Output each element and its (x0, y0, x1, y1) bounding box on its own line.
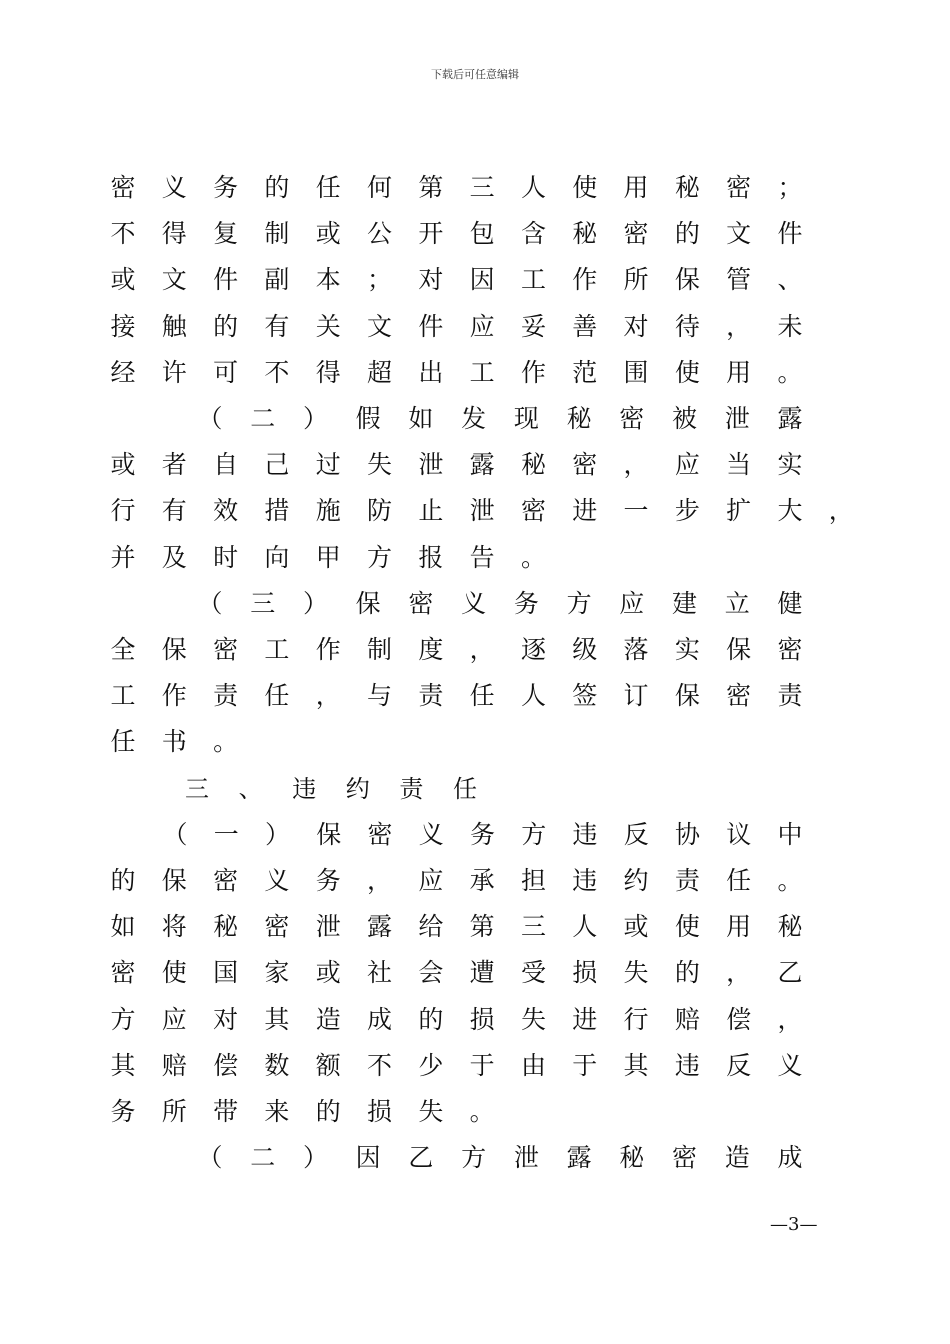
character: 成 (777, 1143, 803, 1173)
character: 措 (264, 496, 290, 526)
character: 围 (623, 357, 649, 387)
character: 秘 (619, 1143, 645, 1173)
character: 或 (110, 265, 136, 295)
text-line (0, 307, 950, 347)
character: 作 (315, 635, 341, 664)
character: 于 (572, 1050, 598, 1080)
character: 应 (674, 450, 700, 480)
character: 如 (110, 912, 136, 942)
character: 对 (418, 265, 444, 295)
text-line (0, 445, 950, 485)
character: 扩 (726, 496, 752, 526)
text-line (0, 815, 950, 855)
character: 人 (572, 912, 598, 942)
character: 违 (572, 819, 598, 849)
character: 任 (110, 727, 136, 757)
text-line (0, 676, 950, 716)
character: 因 (355, 1143, 381, 1173)
character: （ (197, 404, 223, 433)
character: 承 (469, 866, 495, 895)
character: ， (726, 958, 752, 988)
character: 违 (292, 774, 317, 803)
character: 触 (161, 311, 187, 341)
character: 损 (572, 958, 598, 988)
character: 。 (213, 727, 239, 757)
character: 保 (355, 588, 381, 618)
character: 人 (520, 173, 546, 202)
character: 所 (623, 265, 649, 295)
character: 造 (724, 1143, 750, 1173)
character: 应 (469, 311, 495, 341)
character: 用 (726, 357, 752, 387)
character: 作 (520, 357, 546, 387)
character: 秘 (572, 219, 598, 249)
character: 责 (213, 681, 239, 711)
text-line (0, 353, 950, 393)
character: 责 (777, 681, 803, 711)
character: ； (777, 173, 803, 202)
character: 失 (367, 450, 393, 480)
character: 偿 (213, 1050, 239, 1080)
text-line (0, 1000, 950, 1040)
character: 己 (264, 450, 290, 480)
character: ） (302, 1143, 328, 1173)
character: 使 (674, 912, 700, 942)
character: 件 (777, 219, 803, 249)
character: （ (162, 819, 188, 849)
character: 责 (674, 866, 700, 895)
character: 。 (520, 542, 546, 572)
character: 许 (161, 357, 187, 387)
character: 成 (367, 1004, 393, 1034)
character: 一 (623, 496, 649, 526)
character: 的 (674, 219, 700, 249)
character: 秘 (777, 912, 803, 942)
character: 义 (461, 588, 487, 618)
text-line (0, 168, 950, 208)
character: 对 (213, 1004, 239, 1034)
character: 工 (520, 265, 546, 295)
character: 使 (161, 958, 187, 988)
character: 妥 (520, 311, 546, 341)
character: 、 (777, 265, 803, 295)
character: 甲 (315, 542, 341, 572)
character: 协 (674, 819, 700, 849)
character: 止 (418, 496, 444, 526)
character: 违 (674, 1050, 700, 1080)
character: 任 (264, 681, 290, 711)
character: 人 (520, 681, 546, 711)
character: 工 (264, 635, 290, 664)
character: 数 (264, 1050, 290, 1080)
character: 件 (418, 311, 444, 341)
character: 副 (264, 265, 290, 295)
character: ； (367, 265, 393, 295)
character: 公 (367, 219, 393, 249)
character: 担 (520, 866, 546, 895)
character: 制 (367, 635, 393, 664)
character: 当 (726, 450, 752, 480)
character: 被 (672, 404, 698, 433)
character: 三 (250, 588, 276, 618)
character: 义 (264, 866, 290, 895)
character: 少 (418, 1050, 444, 1080)
character: 工 (110, 681, 136, 711)
character: 秘 (520, 450, 546, 480)
character: 密 (672, 1143, 698, 1173)
character: 步 (674, 496, 700, 526)
character: 开 (418, 219, 444, 249)
character: 及 (161, 542, 187, 572)
character: 三 (520, 912, 546, 942)
character: 务 (513, 588, 539, 618)
character: 方 (367, 542, 393, 572)
character: 密 (726, 681, 752, 711)
character: 由 (520, 1050, 546, 1080)
character: 密 (726, 173, 752, 202)
character: 方 (521, 819, 547, 849)
character: 给 (418, 912, 444, 942)
character: 大 (777, 496, 803, 526)
character: 度 (418, 635, 444, 664)
character: 善 (572, 311, 598, 341)
character: 密 (264, 912, 290, 942)
character: 行 (623, 1004, 649, 1034)
character: 乙 (777, 958, 803, 988)
character: 关 (315, 311, 341, 341)
character: ， (777, 1004, 803, 1034)
character: 二 (250, 1143, 276, 1173)
character: 用 (726, 912, 752, 942)
text-line (0, 1046, 950, 1086)
character: 含 (520, 219, 546, 249)
text-line (0, 491, 950, 531)
character: 所 (161, 1097, 187, 1126)
text-line (0, 1092, 950, 1132)
character: ） (264, 819, 290, 849)
character: 并 (110, 542, 136, 572)
character: 义 (418, 819, 444, 849)
character: 密 (777, 635, 803, 664)
character: 的 (213, 311, 239, 341)
character: 。 (777, 357, 803, 387)
character: 保 (161, 635, 187, 664)
character: 国 (213, 958, 239, 988)
character: 义 (161, 173, 187, 202)
character: （ (197, 588, 223, 618)
character: ， (828, 496, 854, 526)
character: 报 (418, 542, 444, 572)
character: 工 (469, 357, 495, 387)
section-heading (0, 769, 950, 809)
character: 时 (213, 542, 239, 572)
character: 落 (623, 635, 649, 664)
character: 得 (315, 357, 341, 387)
character: 可 (213, 357, 239, 387)
character: 约 (345, 774, 370, 803)
character: 泄 (418, 450, 444, 480)
character: 保 (726, 635, 752, 664)
character: 的 (418, 1004, 444, 1034)
character: 经 (110, 357, 136, 387)
character: 方 (110, 1004, 136, 1034)
character: 全 (110, 635, 136, 664)
character: 接 (110, 311, 136, 341)
character: 失 (520, 1004, 546, 1034)
character: 将 (161, 912, 187, 942)
character: 密 (110, 173, 136, 202)
character: 应 (619, 588, 645, 618)
character: 方 (461, 1143, 487, 1173)
character: 或 (315, 219, 341, 249)
character: 文 (367, 311, 393, 341)
character: 一 (213, 819, 239, 849)
character: ， (315, 681, 341, 711)
text-line (0, 214, 950, 254)
character: 实 (674, 635, 700, 664)
character: 来 (264, 1097, 290, 1126)
character: 未 (777, 311, 803, 341)
character: 会 (418, 958, 444, 988)
character: ） (302, 404, 328, 433)
character: 健 (777, 588, 803, 618)
character: 行 (110, 496, 136, 526)
character: 损 (469, 1004, 495, 1034)
character: 其 (623, 1050, 649, 1080)
character: 签 (572, 681, 598, 711)
character: 范 (572, 357, 598, 387)
character: 级 (572, 635, 598, 664)
character: 约 (623, 866, 649, 895)
character: 实 (777, 450, 803, 480)
character: 文 (726, 219, 752, 249)
character: （ (197, 1143, 223, 1173)
character: 赔 (161, 1050, 187, 1080)
character: 带 (213, 1097, 239, 1126)
character: 密 (619, 404, 645, 433)
character: 家 (264, 958, 290, 988)
character: 本 (315, 265, 341, 295)
character: 密 (520, 496, 546, 526)
character: 的 (110, 866, 136, 895)
character: 与 (367, 681, 393, 711)
character: 作 (572, 265, 598, 295)
character: 议 (726, 819, 752, 849)
text-line (0, 584, 950, 624)
character: 或 (623, 912, 649, 942)
character: 其 (264, 1004, 290, 1034)
character: 反 (623, 819, 649, 849)
character: 造 (315, 1004, 341, 1034)
character: 秘 (674, 173, 700, 202)
character: 泄 (315, 912, 341, 942)
character: 逐 (520, 635, 546, 664)
text-line (0, 953, 950, 993)
character: 得 (161, 219, 187, 249)
character: 待 (674, 311, 700, 341)
character: 义 (777, 1050, 803, 1080)
character: 件 (213, 265, 239, 295)
character: 露 (469, 450, 495, 480)
character: 过 (315, 450, 341, 480)
character: 密 (572, 450, 598, 480)
character: 不 (110, 219, 136, 249)
character: 作 (161, 681, 187, 711)
character: 第 (418, 173, 444, 202)
character: 泄 (469, 496, 495, 526)
text-line (0, 630, 950, 670)
character: 告 (469, 542, 495, 572)
character: 制 (264, 219, 290, 249)
character: 务 (315, 866, 341, 895)
character: 于 (469, 1050, 495, 1080)
character: 密 (623, 219, 649, 249)
character: 立 (724, 588, 750, 618)
character: 因 (469, 265, 495, 295)
character: 或 (110, 450, 136, 480)
character: 对 (623, 311, 649, 341)
character: 向 (264, 542, 290, 572)
character: 保 (674, 681, 700, 711)
character: 遭 (469, 958, 495, 988)
character: 自 (213, 450, 239, 480)
character: 复 (213, 219, 239, 249)
character: 责 (399, 774, 424, 803)
character: 假 (355, 404, 381, 433)
character: 有 (161, 496, 187, 526)
character: 秘 (213, 912, 239, 942)
character: 保 (316, 819, 342, 849)
character: 务 (110, 1097, 136, 1126)
character: 密 (367, 819, 393, 849)
character: 赔 (674, 1004, 700, 1034)
character: 秘 (566, 404, 592, 433)
character: 施 (315, 496, 341, 526)
text-line (0, 907, 950, 947)
character: 社 (367, 958, 393, 988)
character: 者 (161, 450, 187, 480)
character: ， (623, 450, 649, 480)
character: 如 (408, 404, 434, 433)
character: 乙 (408, 1143, 434, 1173)
character: 应 (161, 1004, 187, 1034)
character: 泄 (513, 1143, 539, 1173)
character: 进 (572, 496, 598, 526)
character: 受 (520, 958, 546, 988)
character: 任 (469, 681, 495, 711)
text-line (0, 722, 950, 762)
character: 责 (418, 681, 444, 711)
character: 露 (367, 912, 393, 942)
character: 反 (726, 1050, 752, 1080)
character: 其 (110, 1050, 136, 1080)
character: 。 (469, 1097, 495, 1126)
character: 务 (213, 173, 239, 202)
text-line (0, 1138, 950, 1178)
character: 第 (469, 912, 495, 942)
character: 建 (672, 588, 698, 618)
character: 的 (264, 173, 290, 202)
page-number: —3— (770, 1214, 818, 1235)
character: 保 (674, 265, 700, 295)
character: ， (726, 311, 752, 341)
character: 发 (461, 404, 487, 433)
character: 三 (185, 774, 209, 803)
character: 用 (623, 173, 649, 202)
character: 效 (213, 496, 239, 526)
character: 出 (418, 357, 444, 387)
text-line (0, 861, 950, 901)
character: 超 (367, 357, 393, 387)
character: 务 (469, 819, 495, 849)
character: 三 (469, 173, 495, 202)
character: 应 (418, 866, 444, 895)
character: 有 (264, 311, 290, 341)
character: 使 (674, 357, 700, 387)
character: 额 (315, 1050, 341, 1080)
character: 任 (315, 173, 341, 202)
character: 失 (418, 1097, 444, 1126)
character: 或 (315, 958, 341, 988)
character: 任 (726, 866, 752, 895)
character: 方 (566, 588, 592, 618)
character: 保 (161, 866, 187, 895)
character: 露 (566, 1143, 592, 1173)
character: 包 (469, 219, 495, 249)
character: 密 (110, 958, 136, 988)
character: 违 (572, 866, 598, 895)
character: 中 (777, 819, 803, 849)
character: 文 (161, 265, 187, 295)
character: 何 (367, 173, 393, 202)
character: 密 (408, 588, 434, 618)
character: 现 (513, 404, 539, 433)
character: 不 (264, 357, 290, 387)
character: 露 (777, 404, 803, 433)
character: 的 (674, 958, 700, 988)
character: 密 (213, 866, 239, 895)
character: 二 (250, 404, 276, 433)
character: 泄 (724, 404, 750, 433)
character: 使 (572, 173, 598, 202)
character: 、 (238, 774, 263, 803)
character: 不 (367, 1050, 393, 1080)
character: ， (469, 635, 495, 664)
character: 。 (777, 866, 803, 895)
text-line (0, 260, 950, 300)
character: 防 (367, 496, 393, 526)
character: 任 (453, 774, 477, 803)
character: 损 (367, 1097, 393, 1126)
character: ， (367, 866, 393, 895)
character: 的 (315, 1097, 341, 1126)
character: 管 (726, 265, 752, 295)
character: ） (302, 588, 328, 618)
text-line (0, 538, 950, 578)
character: 进 (572, 1004, 598, 1034)
page-header: 下载后可任意编辑 (431, 68, 519, 81)
character: 密 (213, 635, 239, 664)
character: 偿 (726, 1004, 752, 1034)
character: 订 (623, 681, 649, 711)
character: 失 (623, 958, 649, 988)
character: 书 (161, 727, 187, 757)
text-line (0, 399, 950, 439)
